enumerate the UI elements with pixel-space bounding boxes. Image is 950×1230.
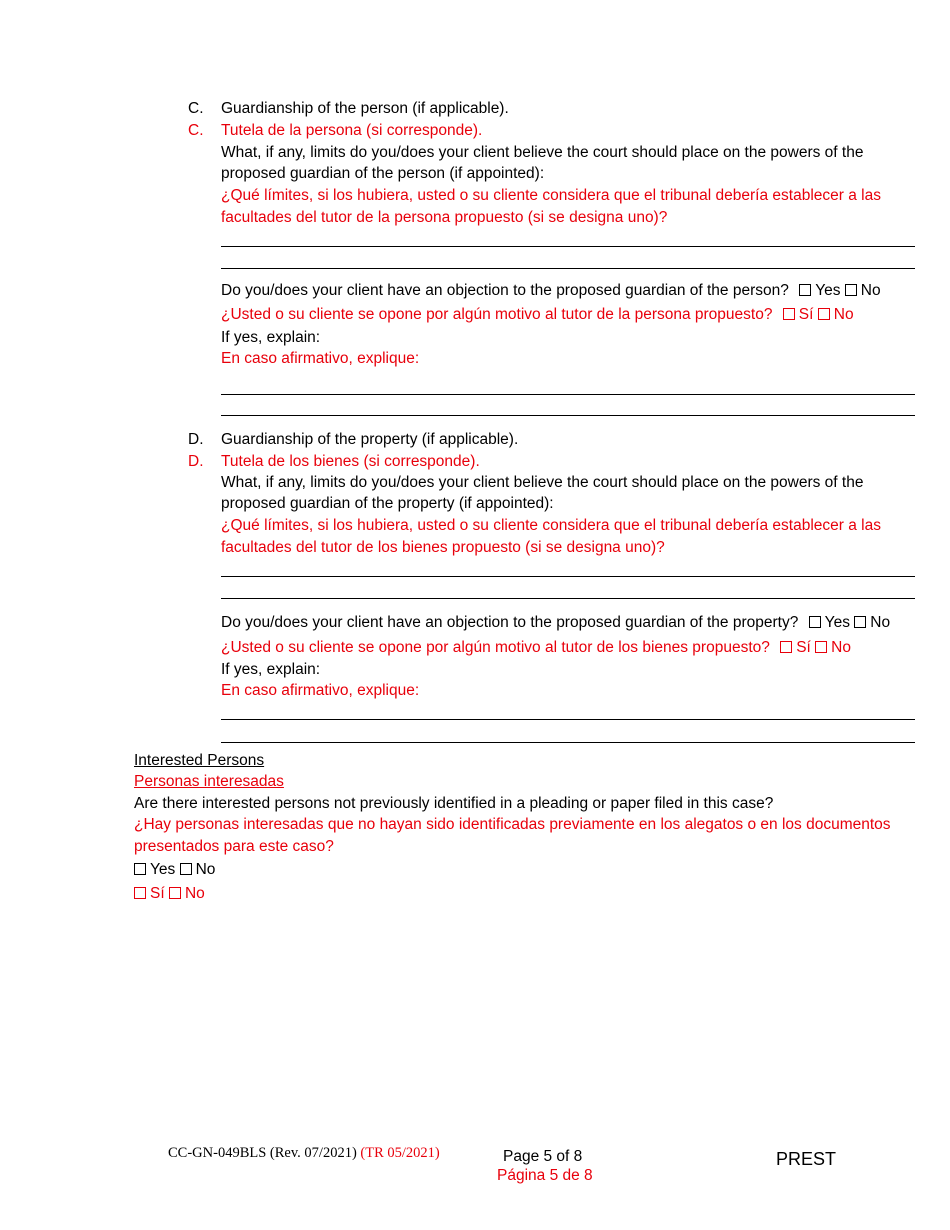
interested-no-label: No — [195, 861, 216, 878]
section-c-limits-question: What, if any, limits do you/does your client believe the court should place on the powers of the — [221, 144, 864, 161]
interested-no-label-es: No — [184, 885, 205, 902]
section-c-explain-line-1[interactable] — [221, 394, 915, 395]
section-c-explain-line-2[interactable] — [221, 415, 915, 416]
section-c-title-es: Tutela de la persona (si corresponde). — [221, 122, 483, 139]
section-d-letter-es: D. — [188, 453, 204, 470]
section-d-explain-line-1[interactable] — [221, 719, 915, 720]
section-c-si-checkbox[interactable] — [783, 308, 795, 320]
interested-no-checkbox-es[interactable] — [169, 887, 181, 899]
section-c-letter-es: C. — [188, 122, 204, 139]
section-d-yes-label: Yes — [824, 614, 850, 631]
section-d-limits-answer-line-1[interactable] — [221, 576, 915, 577]
footer-translation: (TR 05/2021) — [360, 1145, 440, 1161]
section-d-explain-line-2[interactable] — [221, 742, 915, 743]
section-c-no-checkbox-es[interactable] — [818, 308, 830, 320]
section-d-limits-question: What, if any, limits do you/does your client believe the court should place on the powers of the — [221, 474, 864, 491]
section-d-no-label: No — [870, 614, 891, 631]
section-c-limits-answer-line-2[interactable] — [221, 268, 915, 269]
footer-form-code: CC-GN-049BLS — [168, 1145, 267, 1161]
section-c-objection-question — [221, 280, 881, 301]
section-d-limits-question-es: ¿Qué límites, si los hubiera, usted o su cliente considera que el tribunal debería establecer a las — [221, 517, 881, 534]
section-c-yes-checkbox[interactable] — [799, 284, 811, 296]
interested-yes-checkbox[interactable] — [134, 863, 146, 875]
section-c-limits-answer-line-1[interactable] — [221, 246, 915, 247]
interested-persons-question: Are there interested persons not previously identified in a pleading or paper filed in this case? — [134, 795, 774, 812]
section-c-objection-text-es: ¿Usted o su cliente se opone por algún motivo al tutor de la persona propuesto? — [221, 306, 773, 323]
section-d-si-checkbox[interactable] — [780, 641, 792, 653]
section-c-title: Guardianship of the person (if applicable). — [221, 100, 509, 117]
section-d-title-es: Tutela de los bienes (si corresponde). — [221, 453, 480, 470]
interested-persons-heading-es: Personas interesadas — [134, 773, 284, 790]
interested-persons-options-es — [134, 883, 205, 904]
section-c-si-label: Sí — [798, 306, 814, 323]
section-c-explain-es: En caso afirmativo, explique: — [221, 350, 420, 367]
section-c-no-checkbox[interactable] — [845, 284, 857, 296]
section-d-no-checkbox[interactable] — [854, 616, 866, 628]
section-d-limits-question-line2: proposed guardian of the property (if appointed): — [221, 495, 554, 512]
footer-revision: (Rev. 07/2021) — [269, 1145, 357, 1161]
interested-si-label: Sí — [150, 885, 165, 902]
interested-persons-options — [134, 859, 215, 880]
section-c-limits-question-es-line2: facultades del tutor de la persona propuesto (si se designa uno)? — [221, 209, 668, 226]
section-d-explain: If yes, explain: — [221, 661, 321, 678]
section-d-yes-checkbox[interactable] — [809, 616, 821, 628]
section-d-objection-question — [221, 612, 890, 633]
interested-persons-question-es-line2: presentados para este caso? — [134, 838, 334, 855]
section-d-objection-text-es: ¿Usted o su cliente se opone por algún motivo al tutor de los bienes propuesto? — [221, 639, 770, 656]
section-d-objection-text: Do you/does your client have an objection to the proposed guardian of the property? — [221, 614, 799, 631]
section-c-objection-question-es — [221, 304, 854, 325]
section-d-objection-question-es — [221, 637, 851, 658]
interested-si-checkbox[interactable] — [134, 887, 146, 899]
section-d-si-label: Sí — [796, 639, 811, 656]
section-d-explain-es: En caso afirmativo, explique: — [221, 682, 420, 699]
footer-prest-label: PREST — [776, 1149, 837, 1169]
interested-persons-heading: Interested Persons — [134, 752, 265, 769]
footer-form-id — [168, 1143, 440, 1164]
section-d-no-checkbox-es[interactable] — [815, 641, 827, 653]
section-c-limits-question-es: ¿Qué límites, si los hubiera, usted o su cliente considera que el tribunal debería establecer a las — [221, 187, 881, 204]
interested-persons-question-es: ¿Hay personas interesadas que no hayan sido identificadas previamente en los alegatos o en los documentos — [134, 816, 891, 833]
section-c-explain: If yes, explain: — [221, 329, 321, 346]
section-d-letter: D. — [188, 431, 204, 448]
section-d-limits-question-es-line2: facultades del tutor de los bienes propuesto (si se designa uno)? — [221, 539, 665, 556]
section-c-no-label: No — [860, 282, 881, 299]
section-c-yes-label: Yes — [815, 282, 841, 299]
interested-yes-label: Yes — [150, 861, 176, 878]
section-c-limits-question-line2: proposed guardian of the person (if appointed): — [221, 165, 545, 182]
section-c-objection-text: Do you/does your client have an objection to the proposed guardian of the person? — [221, 282, 789, 299]
section-d-limits-answer-line-2[interactable] — [221, 598, 915, 599]
footer-page-number-es: Página 5 de 8 — [497, 1167, 593, 1184]
section-c-letter: C. — [188, 100, 204, 117]
footer-page-number: Page 5 of 8 — [503, 1148, 583, 1165]
section-d-no-label-es: No — [831, 639, 851, 656]
section-d-title: Guardianship of the property (if applicable). — [221, 431, 519, 448]
interested-no-checkbox[interactable] — [180, 863, 192, 875]
section-c-no-label-es: No — [833, 306, 854, 323]
